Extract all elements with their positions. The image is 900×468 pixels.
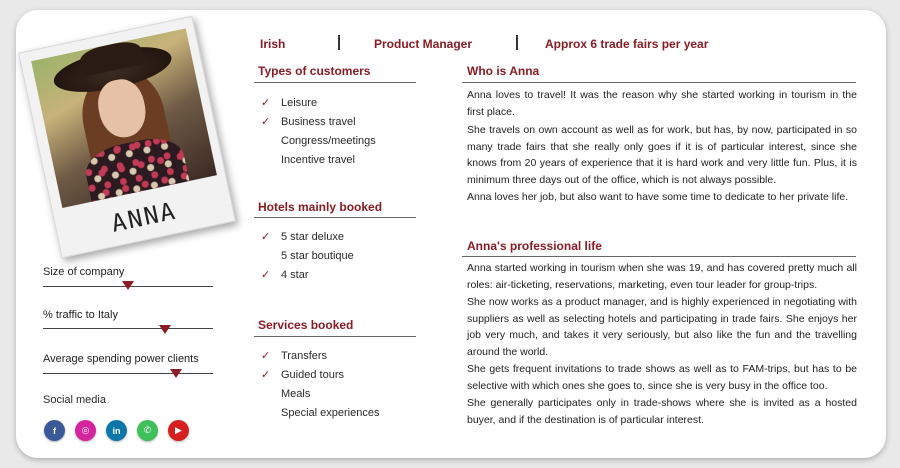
stat-label: % traffic to Italy (43, 309, 118, 321)
persona-card (16, 10, 886, 458)
list-item-label: Meals (281, 388, 311, 400)
list-item-label: Incentive travel (281, 154, 355, 166)
who-title: Who is Anna (467, 64, 540, 78)
list-item (258, 96, 376, 115)
who-paragraph: Anna loves her job, but also want to have some time to dedicate to her private life. (467, 191, 849, 203)
list-item (258, 115, 376, 134)
list-item (258, 387, 379, 406)
stat-traffic-italy (43, 309, 213, 321)
header-divider (516, 35, 518, 50)
stat-bar (43, 373, 213, 374)
list-item-label: Leisure (281, 97, 318, 109)
section-divider (462, 256, 856, 257)
facebook-icon[interactable]: f (44, 420, 65, 441)
hotels-title: Hotels mainly booked (258, 200, 383, 214)
list-item (258, 230, 354, 249)
list-item (258, 349, 379, 368)
who-paragraph: She travels on own account as well as for work, but has, by now, participated in so many trade fairs that she really only goes if it is of particular interest, since she knows from 20 years of experience that it is hard work and very little fun. Plus, it is minimum three days out of the office, which is not always possible. (467, 124, 857, 186)
section-divider (254, 336, 416, 337)
list-item-label: 5 star boutique (281, 250, 354, 262)
list-item (258, 368, 379, 387)
list-item-label: Congress/meetings (281, 135, 376, 147)
stat-label: Average spending power clients (43, 353, 199, 365)
trade-fairs: Approx 6 trade fairs per year (545, 37, 709, 51)
stat-company-size (43, 266, 213, 278)
role: Product Manager (374, 37, 473, 51)
checkmark-icon: ✓ (261, 269, 271, 281)
list-item-label: Guided tours (281, 369, 344, 381)
persona-name: ANNA (108, 196, 180, 238)
customers-list (258, 96, 376, 172)
youtube-icon[interactable]: ▶ (168, 420, 189, 441)
professional-paragraph: Anna started working in tourism when she was 19, and has covered pretty much all roles: air-ticketing, reservations, marketing, even tour leader for group-trips. (467, 262, 857, 291)
list-item (258, 153, 376, 172)
professional-title: Anna's professional life (467, 239, 602, 253)
professional-paragraph: She now works as a product manager, and is highly experienced in negotiating with suppliers as well as selecting hotels and participating in trade fairs. She enjoys her job very much, and takes it very seriously, but also like the fun and the travelling around the world. (467, 296, 857, 358)
list-item-label: Special experiences (281, 407, 380, 419)
profile-photo (31, 28, 217, 208)
professional-paragraph: She gets frequent invitations to trade shows as well as to FAM-trips, but has to be selective with which ones she goes to, since she is very busy in the office too. (467, 363, 857, 392)
list-item (258, 406, 379, 425)
instagram-icon[interactable]: ◎ (75, 420, 96, 441)
list-item (258, 134, 376, 153)
stat-marker-icon (159, 325, 171, 334)
list-item-label: Business travel (281, 116, 356, 128)
stat-spending-power (43, 353, 213, 365)
list-item-label: Transfers (281, 350, 328, 362)
checkmark-icon: ✓ (261, 97, 271, 109)
professional-paragraph: She generally participates only in trade-shows where she is invited as a hosted buyer, and if the destination is of particular interest. (467, 397, 857, 426)
section-divider (254, 217, 416, 218)
who-paragraph: Anna loves to travel! It was the reason why she started working in tourism in the first place. (467, 89, 857, 118)
checkmark-icon: ✓ (261, 116, 271, 128)
nationality: Irish (260, 37, 286, 51)
services-title: Services booked (258, 318, 354, 332)
list-item (258, 249, 354, 268)
header-divider (338, 35, 340, 50)
stat-marker-icon (170, 369, 182, 378)
checkmark-icon: ✓ (261, 350, 271, 362)
list-item-label: 4 star (281, 269, 309, 281)
social-media-label: Social media (43, 394, 106, 406)
section-divider (254, 82, 416, 83)
section-divider (462, 82, 856, 83)
services-list (258, 349, 379, 425)
linkedin-icon[interactable]: in (106, 420, 127, 441)
checkmark-icon: ✓ (261, 231, 271, 243)
list-item-label: 5 star deluxe (281, 231, 344, 243)
stat-label: Size of company (43, 266, 125, 278)
hotels-list (258, 230, 354, 287)
social-icons (44, 420, 189, 441)
whatsapp-icon[interactable]: ✆ (137, 420, 158, 441)
stat-bar (43, 328, 213, 329)
checkmark-icon: ✓ (261, 369, 271, 381)
customers-title: Types of customers (258, 64, 371, 78)
profile-photo-frame (18, 16, 236, 258)
list-item (258, 268, 354, 287)
stat-marker-icon (122, 281, 134, 290)
